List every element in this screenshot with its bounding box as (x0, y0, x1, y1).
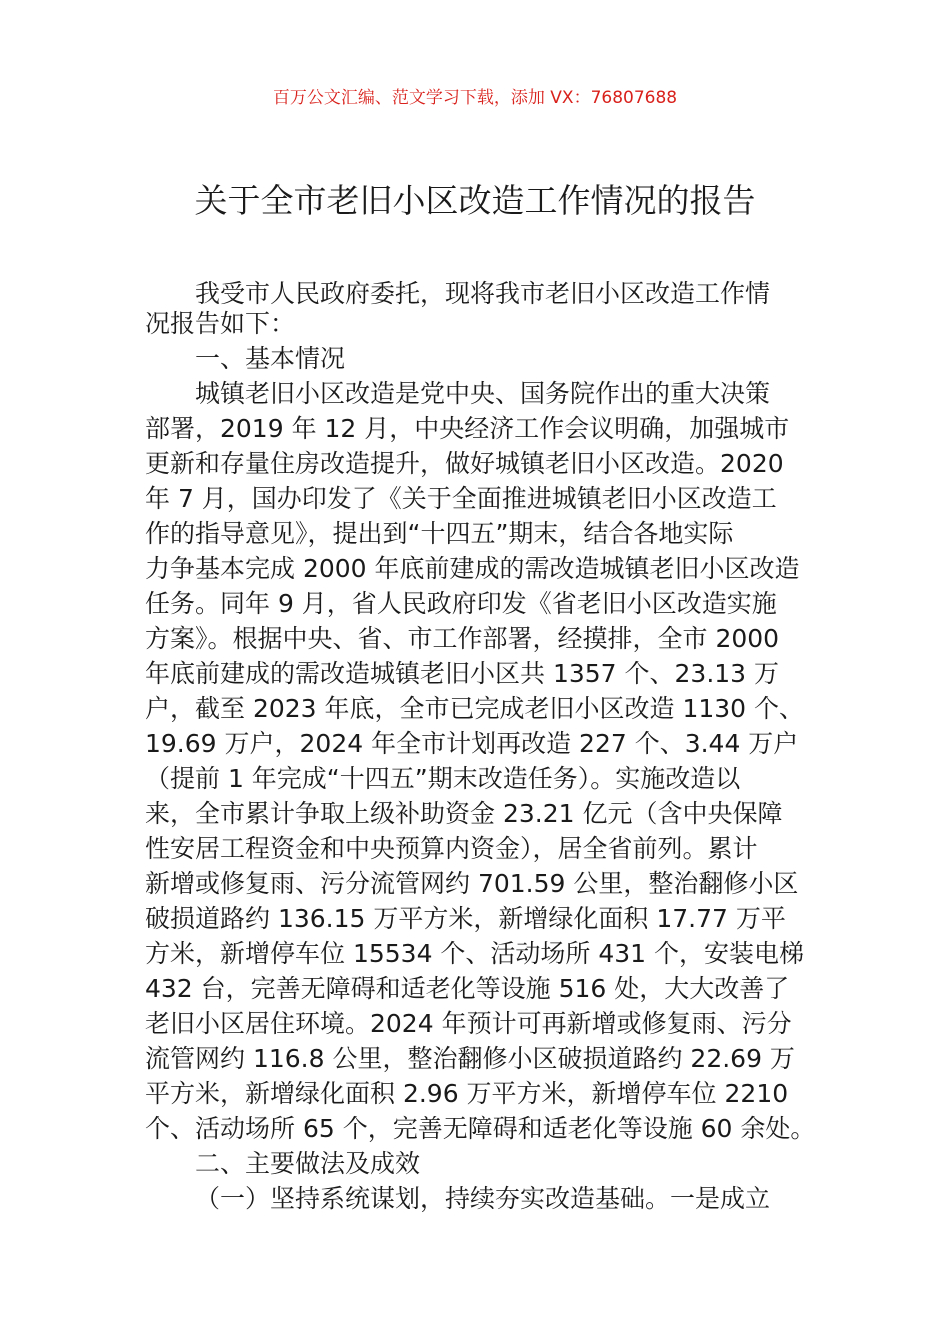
body-line: 城镇老旧小区改造是党中央、国务院作出的重大决策 (195, 379, 771, 408)
body-line: 方案》。根据中央、省、市工作部署，经摸排，全市 2000 (145, 624, 780, 653)
body-line-opening: 我受市人民政府委托，现将我市老旧小区改造工作情 (195, 279, 771, 308)
body-line: 流管网约 116.8 公里，整治翻修小区破损道路约 22.69 万 (145, 1044, 795, 1073)
body-line: 新增或修复雨、污分流管网约 701.59 公里，整治翻修小区 (145, 869, 799, 898)
body-line: 方米，新增停车位 15534 个、活动场所 431 个，安装电梯 (145, 939, 805, 968)
body-line: 力争基本完成 2000 年底前建成的需改造城镇老旧小区改造 (145, 554, 800, 583)
body-line: 平方米，新增绿化面积 2.96 万平方米，新增停车位 2210 (145, 1079, 789, 1108)
body-line: 更新和存量住房改造提升，做好城镇老旧小区改造。2020 (145, 449, 784, 478)
header-note: 百万公文汇编、范文学习下载，添加 VX：76807688 (272, 88, 678, 108)
body-line: 年 7 月，国办印发了《关于全面推进城镇老旧小区改造工 (145, 484, 777, 513)
subsection-heading: （一）坚持系统谋划，持续夯实改造基础。一是成立 (195, 1184, 771, 1213)
body-line: 破损道路约 136.15 万平方米，新增绿化面积 17.77 万平 (145, 904, 786, 933)
body-line: 性安居工程资金和中央预算内资金），居全省前列。累计 (145, 834, 758, 863)
body-line: 来，全市累计争取上级补助资金 23.21 亿元（含中央保障 (145, 799, 783, 828)
body-line: 部署，2019 年 12 月，中央经济工作会议明确，加强城市 (145, 414, 790, 443)
document-title: 关于全市老旧小区改造工作情况的报告 (194, 181, 756, 220)
body-line: 老旧小区居住环境。2024 年预计可再新增或修复雨、污分 (145, 1009, 792, 1038)
body-line: 任务。同年 9 月，省人民政府印发《省老旧小区改造实施 (145, 589, 777, 618)
body-line: 个、活动场所 65 个，完善无障碍和适老化等设施 60 余处。 (145, 1114, 816, 1143)
body-line: 19.69 万户，2024 年全市计划再改造 227 个、3.44 万户 (145, 729, 799, 758)
body-line: 作的指导意见》，提出到“十四五”期末，结合各地实际 (145, 519, 734, 548)
body-line: 况报告如下： (145, 309, 296, 338)
body-line: 年底前建成的需改造城镇老旧小区共 1357 个、23.13 万 (145, 659, 780, 688)
body-line: 户，截至 2023 年底，全市已完成老旧小区改造 1130 个、 (145, 694, 805, 723)
body-line: 432 台，完善无障碍和适老化等设施 516 处，大大改善了 (145, 974, 790, 1003)
section-heading-basic: 一、基本情况 (195, 344, 346, 373)
section-heading-practices: 二、主要做法及成效 (195, 1149, 421, 1178)
body-line: （提前 1 年完成“十四五”期末改造任务）。实施改造以 (145, 764, 741, 793)
